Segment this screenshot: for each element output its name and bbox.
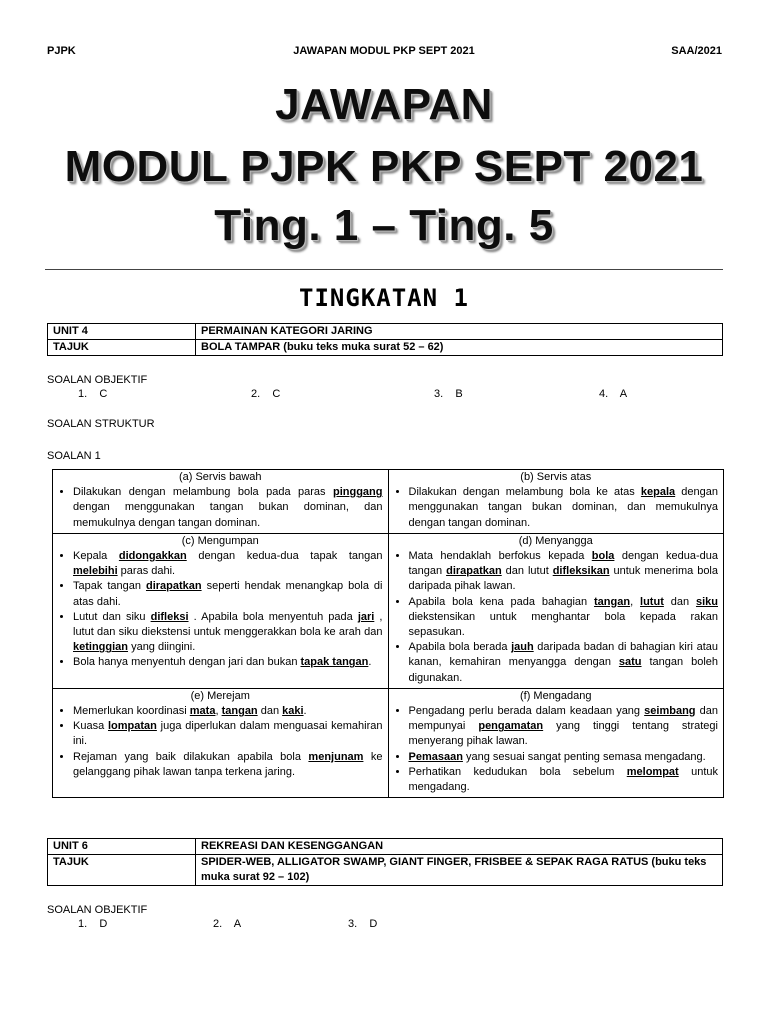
unit6-key: UNIT 6 <box>48 839 196 855</box>
keyword: kepala <box>640 486 676 499</box>
bullet-item: • Rejaman yang baik dilakukan apabila bola menjunam ke gelanggang pihak lawan tanpa terkena jaring. <box>73 750 383 780</box>
answer-grid <box>52 469 724 798</box>
bullet-list <box>394 485 719 531</box>
soalan-label: SOALAN 1 <box>47 450 101 462</box>
keyword: ketinggian <box>73 641 129 654</box>
unit6-value: REKREASI DAN KESENGGANGAN <box>196 839 723 855</box>
divider <box>45 269 723 270</box>
bullet-item: • Dilakukan dengan melambung bola pada paras pinggang dengan menggunakan tangan bukan dominan, dan memukulnya dengan tangan dominan. <box>73 485 383 531</box>
keyword: lompatan <box>107 720 157 733</box>
cell-servis-atas <box>388 470 724 534</box>
header-right: SAA/2021 <box>671 45 722 57</box>
keyword: siku <box>695 595 718 608</box>
bullet-item: • Lutut dan siku difleksi . Apabila bola menyentuh pada jari , lutut dan siku diekstensi untuk menggerakkan bola ke arah dan ketinggian yang diingini. <box>73 610 383 656</box>
objektif-answer: 2. C <box>251 388 281 400</box>
unit4-table <box>47 323 723 356</box>
cell-title: (f) Mengadang <box>519 689 592 702</box>
tajuk-value: SPIDER-WEB, ALLIGATOR SWAMP, GIANT FINGER, FRISBEE & SEPAK RAGA RATUS (buku teks muka surat 92 – 102) <box>196 855 723 886</box>
keyword: mata <box>189 705 216 718</box>
bullet-item: • Kepala didongakkan dengan kedua-dua tapak tangan melebihi paras dahi. <box>73 549 383 579</box>
keyword: satu <box>618 656 642 669</box>
bullet-list <box>394 704 719 795</box>
cell-mengadang <box>388 688 724 797</box>
keyword: melompat <box>626 765 679 778</box>
header-left: PJPK <box>47 45 76 57</box>
bullet-item: • Bola hanya menyentuh dengan jari dan bukan tapak tangan. <box>73 655 383 670</box>
keyword: jauh <box>511 641 534 654</box>
keyword: pengamatan <box>478 720 544 733</box>
cell-title: (c) Mengumpan <box>181 534 259 547</box>
objektif-answer: 1. D <box>78 918 108 930</box>
cell-title: (b) Servis atas <box>520 471 592 483</box>
objektif-answer: 1. C <box>78 388 108 400</box>
cell-title: (e) Merejam <box>190 689 250 702</box>
objektif-label: SOALAN OBJEKTIF <box>47 374 148 386</box>
keyword: tangan <box>221 705 258 718</box>
objektif-answer: 3. B <box>434 388 463 400</box>
keyword: bola <box>591 550 615 563</box>
keyword: melebihi <box>73 565 118 578</box>
cell-title: (d) Menyangga <box>518 534 593 547</box>
bullet-item: • Apabila bola berada jauh daripada badan di bahagian kiri atau kanan, kemahiran menyangga dengan satu tangan boleh digunakan. <box>409 640 719 686</box>
keyword: difleksi <box>150 610 189 623</box>
objektif-answer: 3. D <box>348 918 378 930</box>
section-title: TINGKATAN 1 <box>299 284 469 312</box>
keyword: menjunam <box>308 750 364 763</box>
cell-merejam <box>53 688 389 797</box>
keyword: Pemasaan <box>408 750 463 763</box>
bullet-item: • Kuasa lompatan juga diperlukan dalam menguasai kemahiran ini. <box>73 719 383 749</box>
cell-menyangga <box>388 533 724 688</box>
bullet-item: • Tapak tangan dirapatkan seperti hendak menangkap bola di atas dahi. <box>73 579 383 609</box>
cell-mengumpan <box>53 533 389 688</box>
tajuk-key: TAJUK <box>48 340 196 356</box>
keyword: pinggang <box>333 486 383 499</box>
keyword: seimbang <box>644 705 696 718</box>
bullet-item: • Dilakukan dengan melambung bola ke atas kepala dengan menggunakan tangan bukan dominan, dan memukulnya dengan tangan dominan. <box>409 485 719 531</box>
struktur-label: SOALAN STRUKTUR <box>47 418 155 430</box>
objektif-answer: 2. A <box>213 918 242 930</box>
title-line-2: MODUL PJPK PKP SEPT 2021 <box>64 142 704 191</box>
tajuk-value: BOLA TAMPAR (buku teks muka surat 52 – 62) <box>196 340 723 356</box>
bullet-item: • Pengadang perlu berada dalam keadaan yang seimbang dan mempunyai pengamatan yang tinggi tentang strategi menyerang pihak lawan. <box>409 704 719 750</box>
bullet-item: • Memerlukan koordinasi mata, tangan dan kaki. <box>73 704 383 719</box>
objektif-answer: 4. A <box>599 388 628 400</box>
title-line-3: Ting. 1 – Ting. 5 <box>214 201 554 250</box>
keyword: tapak tangan <box>300 656 369 669</box>
bullet-list <box>58 485 383 531</box>
bullet-list <box>394 549 719 686</box>
keyword: dirapatkan <box>145 580 202 593</box>
objektif-label: SOALAN OBJEKTIF <box>47 904 148 916</box>
keyword: didongakkan <box>118 550 187 563</box>
keyword: jari <box>357 610 375 623</box>
header-center: JAWAPAN MODUL PKP SEPT 2021 <box>293 45 475 57</box>
bullet-list <box>58 704 383 780</box>
tajuk-key: TAJUK <box>48 855 196 886</box>
bullet-item: • Perhatikan kedudukan bola sebelum melompat untuk mengadang. <box>409 765 719 795</box>
bullet-item: • Pemasaan yang sesuai sangat penting semasa mengadang. <box>409 750 719 765</box>
keyword: difleksikan <box>552 565 610 578</box>
cell-title: (a) Servis bawah <box>178 471 262 483</box>
keyword: lutut <box>640 595 664 608</box>
cell-servis-bawah <box>53 470 389 534</box>
bullet-item: • Apabila bola kena pada bahagian tangan, lutut dan siku diekstensikan untuk menghantar bola kepada rakan sepasukan. <box>409 595 719 641</box>
keyword: dirapatkan <box>446 565 502 578</box>
keyword: kaki <box>282 705 304 718</box>
bullet-list <box>58 549 383 671</box>
unit4-key: UNIT 4 <box>48 324 196 340</box>
title-line-1: JAWAPAN <box>275 80 493 129</box>
keyword: tangan <box>594 595 631 608</box>
unit4-value: PERMAINAN KATEGORI JARING <box>196 324 723 340</box>
bullet-item: • Mata hendaklah berfokus kepada bola dengan kedua-dua tangan dirapatkan dan lutut difleksikan untuk menerima bola daripada pihak lawan. <box>409 549 719 595</box>
unit6-table <box>47 838 723 886</box>
